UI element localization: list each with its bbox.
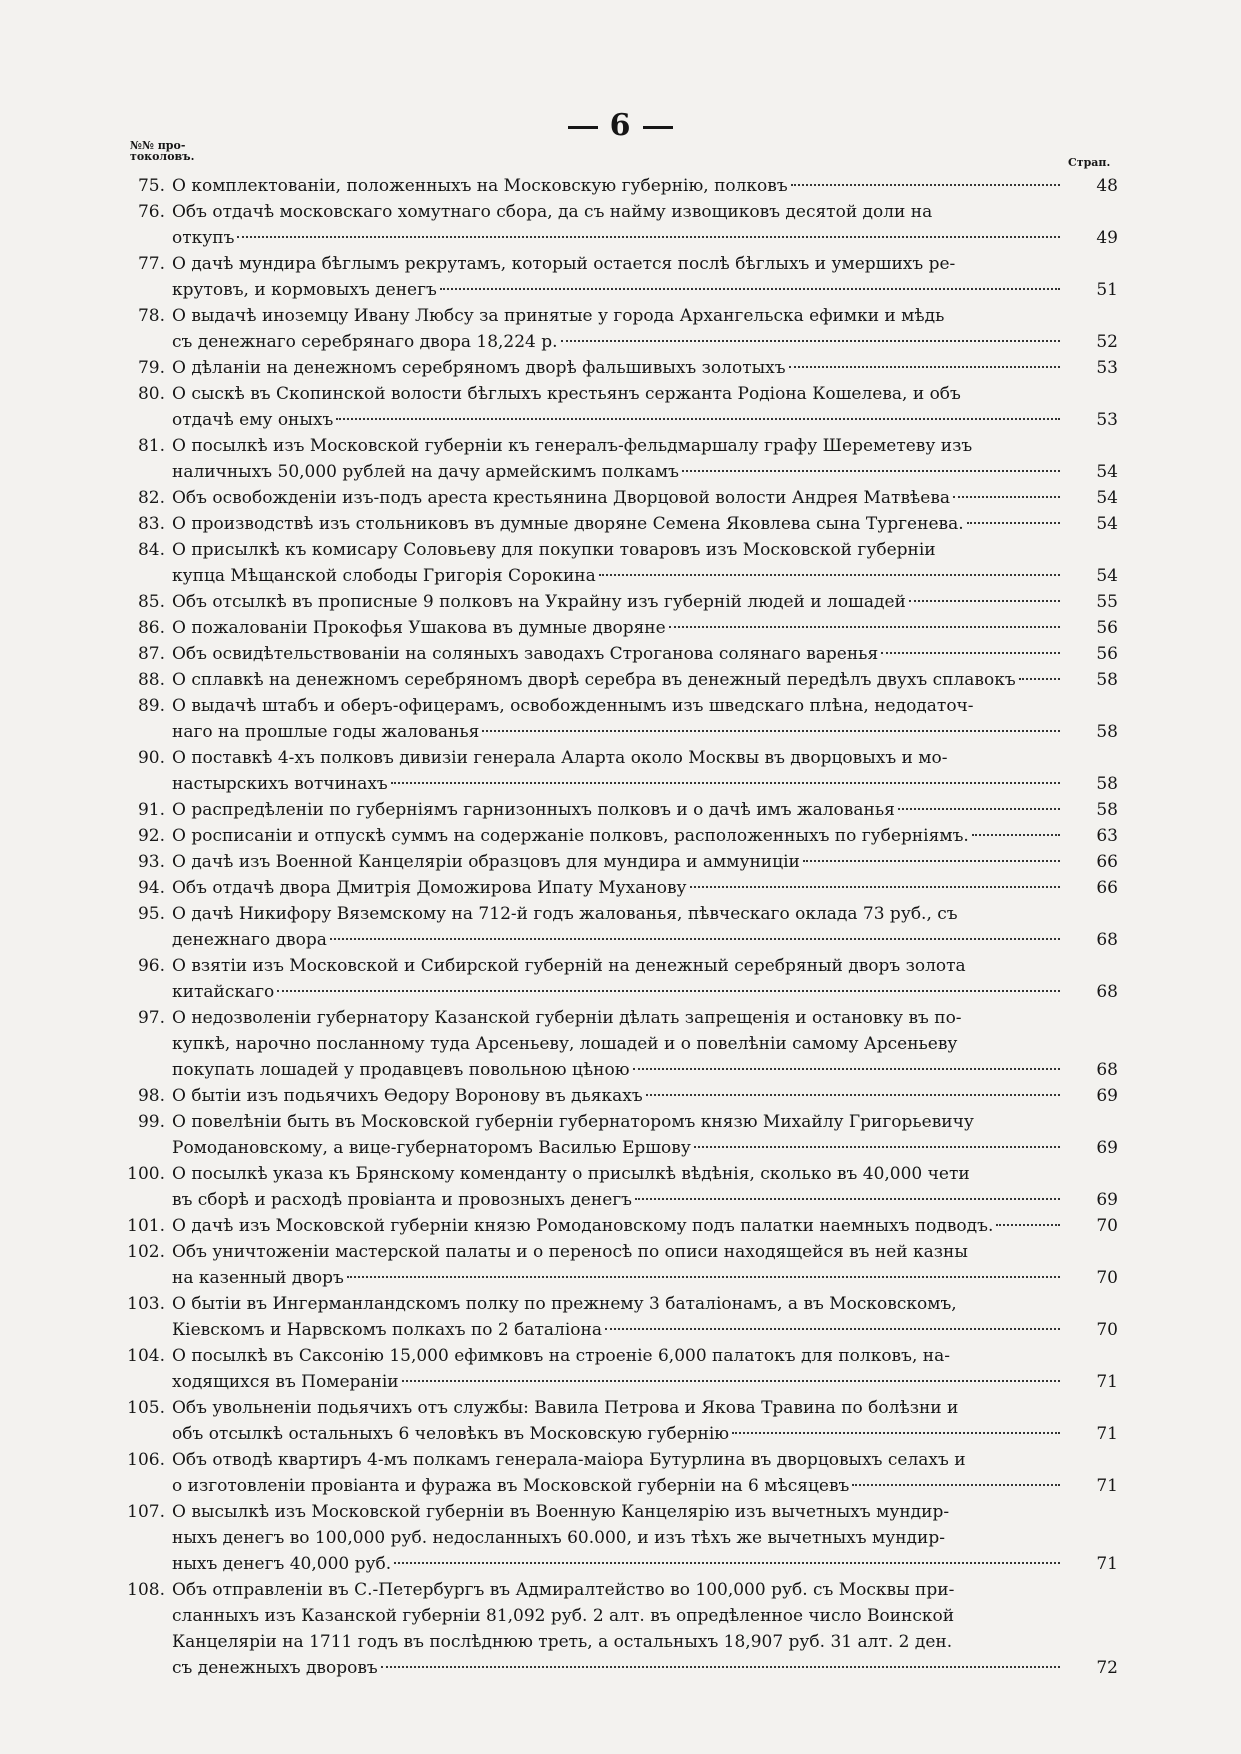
entry-page-number: 71 <box>1096 1372 1118 1392</box>
dot-leader <box>561 340 1060 342</box>
dot-leader <box>482 730 1060 732</box>
entry-number: 81. <box>137 436 165 456</box>
entry-title <box>172 433 1062 485</box>
entry-number: 79. <box>137 358 165 378</box>
entry-page-number: 51 <box>1096 280 1118 300</box>
entry-page-number: 58 <box>1096 670 1118 690</box>
entry-title-last-text: О распредѣленіи по губерніямъ гарнизонныхъ полковъ и о дачѣ имъ жалованья <box>172 800 895 820</box>
dot-leader <box>635 1198 1060 1200</box>
entry-number: 92. <box>137 826 165 846</box>
entry-page-number: 58 <box>1096 722 1118 742</box>
entry-title-last-text: отдачѣ ему оныхъ <box>172 410 334 430</box>
entry-title-line: О повелѣніи быть въ Московской губерніи губернаторомъ князю Михайлу Григорьевичу <box>172 1112 974 1132</box>
entry-title-last-line <box>172 355 1062 381</box>
toc-entry <box>118 537 1118 589</box>
dot-leader <box>237 236 1060 238</box>
entry-title-line: О выдачѣ штабъ и оберъ-офицерамъ, освобожденнымъ изъ шведскаго плѣна, недодаточ- <box>172 696 974 716</box>
entry-title <box>172 849 1062 875</box>
entry-title <box>172 953 1062 1005</box>
entry-title-last-line <box>172 1213 1062 1239</box>
entry-title-last-text: О сплавкѣ на денежномъ серебряномъ дворѣ серебра въ денежный передѣлъ двухъ сплавокъ <box>172 670 1016 690</box>
toc-entry <box>118 1291 1118 1343</box>
entry-title-last-text: въ сборѣ и расходѣ провіанта и провозныхъ денегъ <box>172 1190 632 1210</box>
entry-number: 100. <box>127 1164 165 1184</box>
entry-page-number: 48 <box>1096 176 1118 196</box>
toc-entry <box>118 433 1118 485</box>
dot-leader <box>669 626 1060 628</box>
entry-title-last-text: О пожалованіи Прокофья Ушакова въ думные дворяне <box>172 618 666 638</box>
entry-page-number: 54 <box>1096 488 1118 508</box>
entry-title-line: О поставкѣ 4-хъ полковъ дивизіи генерала Аларта около Москвы въ дворцовыхъ и мо- <box>172 748 948 768</box>
entry-page-number: 69 <box>1096 1086 1118 1106</box>
entry-title-last-line <box>172 173 1062 199</box>
entry-title-last-text: О дачѣ изъ Военной Канцеляріи образцовъ для мундира и аммуниціи <box>172 852 800 872</box>
entry-title-last-text: ныхъ денегъ 40,000 руб. <box>172 1554 392 1574</box>
entry-number: 97. <box>137 1008 165 1028</box>
entry-page-number: 71 <box>1096 1476 1118 1496</box>
entry-title-last-line <box>172 1135 1062 1161</box>
entry-page-number: 54 <box>1096 566 1118 586</box>
entry-title-line: О высылкѣ изъ Московской губерніи въ Военную Канцелярію изъ вычетныхъ мундир- <box>172 1502 950 1522</box>
toc-entry <box>118 251 1118 303</box>
entry-title-last-line <box>172 1473 1062 1499</box>
entry-page-number: 53 <box>1096 410 1118 430</box>
entry-title <box>172 537 1062 589</box>
toc-entry <box>118 173 1118 199</box>
entry-title-last-text: Кіевскомъ и Нарвскомъ полкахъ по 2 баталіона <box>172 1320 602 1340</box>
entry-title-line: купкѣ, нарочно посланному туда Арсеньеву, лошадей и о повелѣніи самому Арсеньеву <box>172 1034 958 1054</box>
toc-entry <box>118 199 1118 251</box>
toc-entry <box>118 1213 1118 1239</box>
entry-title-last-line <box>172 1421 1062 1447</box>
entry-number: 94. <box>137 878 165 898</box>
entry-title-last-line <box>172 667 1062 693</box>
entry-title <box>172 797 1062 823</box>
entry-title <box>172 1343 1062 1395</box>
toc-entry <box>118 1083 1118 1109</box>
dot-leader <box>690 886 1060 888</box>
entry-page-number: 56 <box>1096 618 1118 638</box>
entry-title <box>172 1395 1062 1447</box>
dot-leader <box>633 1068 1060 1070</box>
entry-page-number: 70 <box>1096 1268 1118 1288</box>
entry-title-last-text: купца Мѣщанской слободы Григорія Сорокина <box>172 566 596 586</box>
entry-page-number: 70 <box>1096 1216 1118 1236</box>
entry-page-number: 49 <box>1096 228 1118 248</box>
dot-leader <box>967 522 1060 524</box>
entry-title-last-text: О росписаніи и отпускѣ суммъ на содержаніе полковъ, расположенныхъ по губерніямъ. <box>172 826 969 846</box>
dot-leader <box>996 1224 1060 1226</box>
entry-page-number: 56 <box>1096 644 1118 664</box>
entry-title-last-line <box>172 225 1062 251</box>
dot-leader <box>646 1094 1060 1096</box>
entry-title-line: О посылкѣ указа къ Брянскому коменданту о присылкѣ вѣдѣнія, сколько въ 40,000 чети <box>172 1164 970 1184</box>
entry-number: 93. <box>137 852 165 872</box>
entry-title <box>172 1499 1062 1577</box>
entry-title-last-text: Объ освобожденіи изъ-подъ ареста крестьянина Дворцовой волости Андрея Матвѣева <box>172 488 951 508</box>
entry-title-last-line <box>172 927 1062 953</box>
entry-title-last-line <box>172 719 1062 745</box>
toc-entry <box>118 485 1118 511</box>
entry-title-last-line <box>172 407 1062 433</box>
entry-number: 89. <box>137 696 165 716</box>
entry-title-last-text: объ отсылкѣ остальныхъ 6 человѣкъ въ Московскую губернію <box>172 1424 730 1444</box>
toc-entry <box>118 355 1118 381</box>
entry-title-last-text: настырскихъ вотчинахъ <box>172 774 388 794</box>
entry-number: 88. <box>137 670 165 690</box>
dot-leader <box>789 366 1060 368</box>
entry-title-last-text: О дѣланіи на денежномъ серебряномъ дворѣ фальшивыхъ золотыхъ <box>172 358 786 378</box>
dot-leader <box>599 574 1060 576</box>
entry-number: 87. <box>137 644 165 664</box>
toc-entry <box>118 693 1118 745</box>
entry-title <box>172 1447 1062 1499</box>
entry-title-last-line <box>172 641 1062 667</box>
toc-entry <box>118 511 1118 537</box>
entry-page-number: 68 <box>1096 930 1118 950</box>
entry-title-line: Объ отправленіи въ С.-Петербургъ въ Адмиралтейство во 100,000 руб. съ Москвы при- <box>172 1580 955 1600</box>
entry-title-last-line <box>172 1317 1062 1343</box>
dot-leader <box>791 184 1060 186</box>
entry-title <box>172 303 1062 355</box>
column-header-protocols <box>130 140 194 162</box>
entry-page-number: 54 <box>1096 462 1118 482</box>
column-header-protocols-line1: №№ про- <box>130 139 186 152</box>
entry-title-last-line <box>172 329 1062 355</box>
entry-number: 104. <box>127 1346 165 1366</box>
entry-title-last-text: ходящихся въ Помераніи <box>172 1372 399 1392</box>
entry-title-line: О взятіи изъ Московской и Сибирской губерній на денежный серебряный дворъ золота <box>172 956 966 976</box>
column-header-pages: Страп. <box>1068 156 1111 169</box>
entry-title-line: Объ отводѣ квартиръ 4-мъ полкамъ генерала-маіора Бутурлина въ дворцовыхъ селахъ и <box>172 1450 966 1470</box>
entry-title-last-text: на казенный дворъ <box>172 1268 344 1288</box>
entry-title-last-line <box>172 1369 1062 1395</box>
toc-entry <box>118 589 1118 615</box>
folio-dash-left <box>568 126 598 129</box>
entry-title-line: О недозволеніи губернатору Казанской губерніи дѣлать запрещенія и остановку въ по- <box>172 1008 962 1028</box>
entry-title-line: О посылкѣ изъ Московской губерніи къ генералъ-фельдмаршалу графу Шереметеву изъ <box>172 436 973 456</box>
dot-leader <box>330 938 1060 940</box>
entry-title-last-text: съ денежныхъ дворовъ <box>172 1658 378 1678</box>
entry-title-last-line <box>172 589 1062 615</box>
entry-title-line: О дачѣ мундира бѣглымъ рекрутамъ, который остается послѣ бѣглыхъ и умершихъ ре- <box>172 254 956 274</box>
entry-title-last-text: Объ освидѣтельствованіи на соляныхъ заводахъ Строганова солянаго варенья <box>172 644 879 664</box>
entry-page-number: 63 <box>1096 826 1118 846</box>
entry-title-last-text: Объ отсылкѣ въ прописные 9 полковъ на Украйну изъ губерній людей и лошадей <box>172 592 906 612</box>
entry-title <box>172 745 1062 797</box>
entry-number: 80. <box>137 384 165 404</box>
entry-title <box>172 1005 1062 1083</box>
dot-leader <box>391 782 1060 784</box>
dot-leader <box>440 288 1060 290</box>
entry-title-last-line <box>172 1083 1062 1109</box>
dot-leader <box>852 1484 1060 1486</box>
entry-number: 98. <box>137 1086 165 1106</box>
entry-title <box>172 1161 1062 1213</box>
entry-number: 108. <box>127 1580 165 1600</box>
toc-entry <box>118 641 1118 667</box>
entry-title-last-text: съ денежнаго серебрянаго двора 18,224 р. <box>172 332 558 352</box>
toc-entry <box>118 1577 1118 1681</box>
entry-page-number: 72 <box>1096 1658 1118 1678</box>
toc-entry <box>118 953 1118 1005</box>
entry-number: 78. <box>137 306 165 326</box>
entry-title <box>172 667 1062 693</box>
entry-title-last-text: денежнаго двора <box>172 930 327 950</box>
toc-entry <box>118 667 1118 693</box>
dot-leader <box>682 470 1060 472</box>
dot-leader <box>909 600 1060 602</box>
entry-title-last-line <box>172 1655 1062 1681</box>
toc-entry <box>118 875 1118 901</box>
entry-title-last-line <box>172 1057 1062 1083</box>
entry-title-line: Объ уничтоженіи мастерской палаты и о переносѣ по описи находящейся въ ней казны <box>172 1242 968 1262</box>
entry-title-last-line <box>172 1265 1062 1291</box>
entry-title <box>172 1213 1062 1239</box>
entry-number: 102. <box>127 1242 165 1262</box>
entry-title-last-text: О производствѣ изъ стольниковъ въ думные дворяне Семена Яковлева сына Тургенева. <box>172 514 964 534</box>
entry-title <box>172 251 1062 303</box>
entry-number: 96. <box>137 956 165 976</box>
entry-title <box>172 173 1062 199</box>
toc-entry <box>118 1499 1118 1577</box>
entry-number: 101. <box>127 1216 165 1236</box>
entry-number: 77. <box>137 254 165 274</box>
dot-leader <box>605 1328 1060 1330</box>
entry-title <box>172 641 1062 667</box>
entry-title <box>172 1109 1062 1161</box>
entry-number: 103. <box>127 1294 165 1314</box>
entry-title-last-text: Объ отдачѣ двора Дмитрія Доможирова Ипату Муханову <box>172 878 687 898</box>
toc-entry <box>118 1161 1118 1213</box>
entry-title-line: О присылкѣ къ комисару Соловьеву для покупки товаровъ изъ Московской губерніи <box>172 540 936 560</box>
entry-number: 75. <box>137 176 165 196</box>
toc-entry <box>118 1447 1118 1499</box>
entry-title-line: ныхъ денегъ во 100,000 руб. недосланныхъ 60.000, и изъ тѣхъ же вычетныхъ мундир- <box>172 1528 945 1548</box>
entry-title <box>172 199 1062 251</box>
entry-title <box>172 693 1062 745</box>
entry-number: 82. <box>137 488 165 508</box>
entry-page-number: 54 <box>1096 514 1118 534</box>
entry-title-last-text: О комплектованіи, положенныхъ на Московскую губернію, полковъ <box>172 176 788 196</box>
dot-leader <box>1019 678 1060 680</box>
entry-title <box>172 381 1062 433</box>
entry-title-last-line <box>172 615 1062 641</box>
entry-title-last-text: откупъ <box>172 228 235 248</box>
entry-page-number: 52 <box>1096 332 1118 352</box>
entry-title <box>172 901 1062 953</box>
entry-page-number: 53 <box>1096 358 1118 378</box>
entry-title-line: Объ увольненіи подьячихъ отъ службы: Вавила Петрова и Якова Травина по болѣзни и <box>172 1398 959 1418</box>
dot-leader <box>336 418 1060 420</box>
entry-number: 76. <box>137 202 165 222</box>
entry-title-last-text: крутовъ, и кормовыхъ денегъ <box>172 280 437 300</box>
dot-leader <box>394 1562 1060 1564</box>
entry-title-last-line <box>172 979 1062 1005</box>
dot-leader <box>803 860 1060 862</box>
dot-leader <box>881 652 1060 654</box>
entry-title <box>172 1083 1062 1109</box>
entry-title-line: О дачѣ Никифору Вяземскому на 712-й годъ жалованья, пѣвческаго оклада 73 руб., съ <box>172 904 958 924</box>
entry-page-number: 55 <box>1096 592 1118 612</box>
entry-title <box>172 615 1062 641</box>
dot-leader <box>277 990 1060 992</box>
entry-page-number: 71 <box>1096 1424 1118 1444</box>
entry-page-number: 69 <box>1096 1190 1118 1210</box>
entry-page-number: 68 <box>1096 982 1118 1002</box>
entry-number: 86. <box>137 618 165 638</box>
entry-title <box>172 511 1062 537</box>
entry-title-last-line <box>172 1187 1062 1213</box>
entry-page-number: 69 <box>1096 1138 1118 1158</box>
dot-leader <box>381 1666 1060 1668</box>
entry-title <box>172 355 1062 381</box>
entry-page-number: 58 <box>1096 800 1118 820</box>
entry-title-line: Объ отдачѣ московскаго хомутнаго сбора, да съ найму извощиковъ десятой доли на <box>172 202 933 222</box>
entry-title-last-text: наличныхъ 50,000 рублей на дачу армейскимъ полкамъ <box>172 462 679 482</box>
entry-title-line: сланныхъ изъ Казанской губерніи 81,092 руб. 2 алт. въ опредѣленное число Воинской <box>172 1606 955 1626</box>
entry-title-last-line <box>172 511 1062 537</box>
entry-title-last-line <box>172 875 1062 901</box>
entry-title <box>172 1291 1062 1343</box>
toc-entry <box>118 745 1118 797</box>
entry-title-last-text: Ромодановскому, а вице-губернаторомъ Василью Ершову <box>172 1138 691 1158</box>
entry-page-number: 66 <box>1096 852 1118 872</box>
entry-number: 84. <box>137 540 165 560</box>
toc-entry <box>118 797 1118 823</box>
page-number <box>0 108 1241 143</box>
entry-page-number: 68 <box>1096 1060 1118 1080</box>
entry-title-last-line <box>172 277 1062 303</box>
toc-entry <box>118 381 1118 433</box>
entry-number: 91. <box>137 800 165 820</box>
dot-leader <box>732 1432 1060 1434</box>
entry-title-last-line <box>172 823 1062 849</box>
entry-title-last-text: О бытіи изъ подьячихъ Ѳедору Воронову въ дьякахъ <box>172 1086 643 1106</box>
entry-title <box>172 823 1062 849</box>
toc-entry <box>118 849 1118 875</box>
dot-leader <box>402 1380 1060 1382</box>
toc-entry <box>118 823 1118 849</box>
entry-number: 90. <box>137 748 165 768</box>
entry-title <box>172 875 1062 901</box>
entry-page-number: 58 <box>1096 774 1118 794</box>
entry-title-last-line <box>172 797 1062 823</box>
entry-title-line: О выдачѣ иноземцу Ивану Любсу за принятые у города Архангельска ефимки и мѣдь <box>172 306 945 326</box>
entry-number: 85. <box>137 592 165 612</box>
entry-title <box>172 1577 1062 1681</box>
entry-title-last-text: о изготовленіи провіанта и фуража въ Московской губерніи на 6 мѣсяцевъ <box>172 1476 850 1496</box>
entry-title-last-line <box>172 849 1062 875</box>
dot-leader <box>972 834 1060 836</box>
dot-leader <box>953 496 1060 498</box>
toc-entry <box>118 1395 1118 1447</box>
folio-dash-right <box>643 126 673 129</box>
entry-number: 105. <box>127 1398 165 1418</box>
entry-page-number: 66 <box>1096 878 1118 898</box>
entry-title <box>172 589 1062 615</box>
entry-title-line: О сыскѣ въ Скопинской волости бѣглыхъ крестьянъ сержанта Родіона Кошелева, и объ <box>172 384 961 404</box>
table-of-contents <box>118 173 1118 1681</box>
entry-title-last-line <box>172 771 1062 797</box>
entry-number: 107. <box>127 1502 165 1522</box>
entry-title-last-line <box>172 563 1062 589</box>
entry-title-line: О бытіи въ Ингерманландскомъ полку по прежнему 3 баталіонамъ, а въ Московскомъ, <box>172 1294 957 1314</box>
entry-title-last-text: китайскаго <box>172 982 275 1002</box>
entry-title <box>172 1239 1062 1291</box>
toc-entry <box>118 1239 1118 1291</box>
entry-title-last-line <box>172 1551 1062 1577</box>
entry-number: 83. <box>137 514 165 534</box>
toc-entry <box>118 1005 1118 1083</box>
entry-page-number: 71 <box>1096 1554 1118 1574</box>
toc-entry <box>118 1343 1118 1395</box>
dot-leader <box>347 1276 1060 1278</box>
entry-title-line: О посылкѣ въ Саксонію 15,000 ефимковъ на строеніе 6,000 палатокъ для полковъ, на- <box>172 1346 950 1366</box>
toc-entry <box>118 901 1118 953</box>
toc-entry <box>118 303 1118 355</box>
column-header-protocols-line2: токоловъ. <box>130 150 195 163</box>
entry-title-last-text: наго на прошлые годы жалованья <box>172 722 480 742</box>
entry-page-number: 70 <box>1096 1320 1118 1340</box>
entry-title-last-text: покупать лошадей у продавцевъ повольною цѣною <box>172 1060 630 1080</box>
entry-title-last-line <box>172 459 1062 485</box>
dot-leader <box>694 1146 1060 1148</box>
toc-entry <box>118 1109 1118 1161</box>
dot-leader <box>898 808 1060 810</box>
entry-title-line: Канцеляріи на 1711 годъ въ послѣднюю треть, а остальныхъ 18,907 руб. 31 алт. 2 ден. <box>172 1632 953 1652</box>
entry-title <box>172 485 1062 511</box>
entry-title-last-line <box>172 485 1062 511</box>
entry-title-last-text: О дачѣ изъ Московской губерніи князю Ромодановскому подъ палатки наемныхъ подводъ. <box>172 1216 994 1236</box>
page-number-text: 6 <box>609 108 632 143</box>
entry-number: 99. <box>137 1112 165 1132</box>
toc-entry <box>118 615 1118 641</box>
entry-number: 95. <box>137 904 165 924</box>
entry-number: 106. <box>127 1450 165 1470</box>
